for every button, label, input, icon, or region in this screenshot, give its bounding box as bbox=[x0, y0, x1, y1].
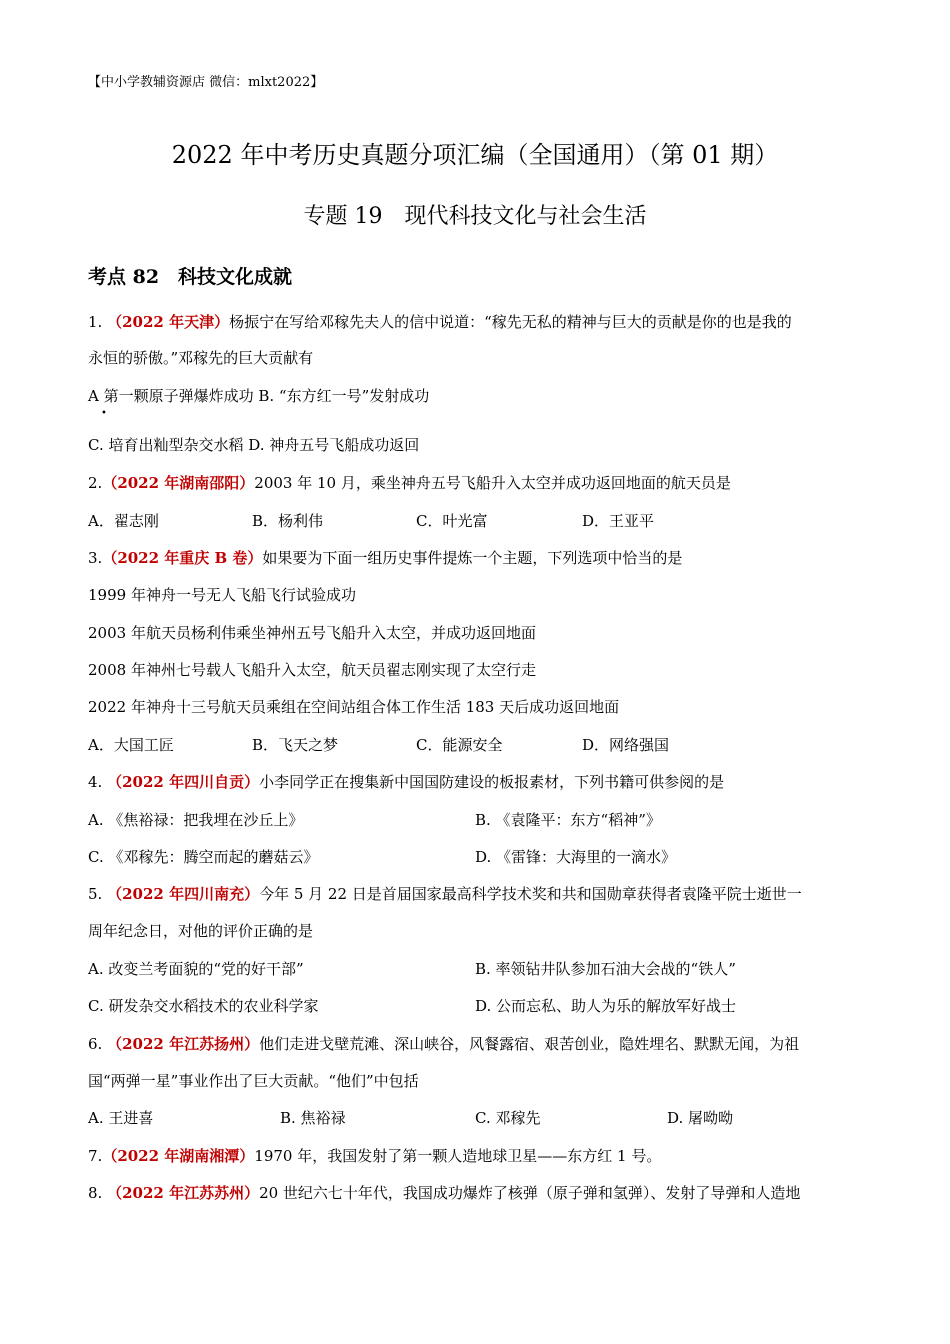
question-text: 2003 年 10 月，乘坐神舟五号飞船升入太空并成功返回地面的航天员是 bbox=[254, 474, 731, 492]
option: B．飞天之梦 bbox=[252, 736, 339, 754]
question-text: 小李同学正在搜集新中国国防建设的板报素材，下列书籍可供参阅的是 bbox=[259, 773, 725, 791]
question-source: （2022 年重庆 B 卷） bbox=[102, 549, 263, 567]
question-source: （2022 年江苏苏州） bbox=[107, 1184, 260, 1202]
question-source: （2022 年四川南充） bbox=[107, 885, 260, 903]
option: C．能源安全 bbox=[416, 736, 503, 754]
question-4 bbox=[88, 771, 724, 792]
option: A. 《焦裕禄：把我埋在沙丘上》 bbox=[88, 811, 304, 829]
question-5 bbox=[88, 883, 802, 904]
option: C. 《邓稼先：腾空而起的蘑菇云》 bbox=[88, 848, 319, 866]
question-8 bbox=[88, 1182, 800, 1203]
option: A．翟志刚 bbox=[88, 512, 159, 530]
option: D．网络强国 bbox=[582, 736, 670, 754]
question-1-cont: 永恒的骄傲。”邓稼先的巨大贡献有 bbox=[88, 349, 314, 367]
option: D. 公而忘私、助人为乐的解放军好战士 bbox=[475, 997, 737, 1015]
question-number: 1. bbox=[88, 313, 108, 331]
question-text: 20 世纪六七十年代，我国成功爆炸了核弹（原子弹和氢弹）、发射了导弹和人造地 bbox=[259, 1184, 801, 1202]
event-line: 2008 年神州七号载人飞船升入太空，航天员翟志刚实现了太空行走 bbox=[88, 661, 536, 679]
option: B. 率领钻井队参加石油大会战的“铁人” bbox=[475, 960, 736, 978]
question-number: 7. bbox=[88, 1147, 103, 1165]
question-text: 1970 年，我国发射了第一颗人造地球卫星——东方红 1 号。 bbox=[254, 1147, 662, 1165]
question-number: 8. bbox=[88, 1184, 108, 1202]
question-source: （2022 年江苏扬州） bbox=[107, 1035, 260, 1053]
page-subtitle: 专题 19 现代科技文化与社会生活 bbox=[303, 204, 647, 229]
question-text: 如果要为下面一组历史事件提炼一个主题，下列选项中恰当的是 bbox=[262, 549, 683, 567]
question-1-options-cd: C. 培育出籼型杂交水稻 D. 神舟五号飞船成功返回 bbox=[88, 436, 420, 454]
question-source: （2022 年湖南邵阳） bbox=[102, 474, 255, 492]
question-source: （2022 年天津） bbox=[107, 313, 230, 331]
option: A. 王进喜 bbox=[88, 1109, 154, 1127]
question-6-cont: 国“两弹一星”事业作出了巨大贡献。“他们”中包括 bbox=[88, 1072, 419, 1090]
question-number: 2. bbox=[88, 474, 103, 492]
question-text: 他们走进戈壁荒滩、深山峡谷，风餐露宿、艰苦创业，隐姓埋名、默默无闻，为祖 bbox=[259, 1035, 800, 1053]
question-3 bbox=[88, 547, 682, 568]
option: D. 《雷锋：大海里的一滴水》 bbox=[475, 848, 677, 866]
question-source: （2022 年四川自贡） bbox=[107, 773, 260, 791]
question-1 bbox=[88, 311, 792, 332]
header-note: 【中小学教辅资源店 微信：mlxt2022】 bbox=[88, 75, 324, 90]
option: A. 改变兰考面貌的“党的好干部” bbox=[88, 960, 304, 978]
question-source: （2022 年湖南湘潭） bbox=[102, 1147, 255, 1165]
question-text: 今年 5 月 22 日是首届国家最高科学技术奖和共和国勋章获得者袁隆平院士逝世一 bbox=[259, 885, 802, 903]
question-5-cont: 周年纪念日，对他的评价正确的是 bbox=[88, 922, 314, 940]
option: D. 屠呦呦 bbox=[667, 1109, 734, 1127]
section-heading: 考点 82 科技文化成就 bbox=[88, 266, 293, 288]
option: C．叶光富 bbox=[416, 512, 488, 530]
question-number: 4. bbox=[88, 773, 108, 791]
option: B. 焦裕禄 bbox=[280, 1109, 346, 1127]
question-6 bbox=[88, 1033, 799, 1054]
question-number: 6. bbox=[88, 1035, 108, 1053]
option: C. 邓稼先 bbox=[475, 1109, 541, 1127]
question-text: 杨振宁在写给邓稼先夫人的信中说道：“稼先无私的精神与巨大的贡献是你的也是我的 bbox=[229, 313, 792, 331]
question-7 bbox=[88, 1145, 661, 1166]
option: D．王亚平 bbox=[582, 512, 655, 530]
option: B. 《袁隆平：东方“稻神”》 bbox=[475, 811, 661, 829]
option: A．大国工匠 bbox=[88, 736, 174, 754]
event-line: 1999 年神舟一号无人飞船飞行试验成功 bbox=[88, 586, 356, 604]
option: B．杨利伟 bbox=[252, 512, 324, 530]
question-number: 5. bbox=[88, 885, 108, 903]
page-title: 2022 年中考历史真题分项汇编（全国通用）（第 01 期） bbox=[171, 141, 779, 169]
event-line: 2022 年神舟十三号航天员乘组在空间站组合体工作生活 183 天后成功返回地面 bbox=[88, 698, 620, 716]
emphasis-dot: • bbox=[101, 408, 107, 419]
question-number: 3. bbox=[88, 549, 103, 567]
question-1-options-ab: A 第一颗原子弹爆炸成功 B. “东方红一号”发射成功 bbox=[88, 387, 430, 405]
option: C. 研发杂交水稻技术的农业科学家 bbox=[88, 997, 319, 1015]
event-line: 2003 年航天员杨利伟乘坐神州五号飞船升入太空，并成功返回地面 bbox=[88, 624, 536, 642]
question-2 bbox=[88, 472, 731, 493]
